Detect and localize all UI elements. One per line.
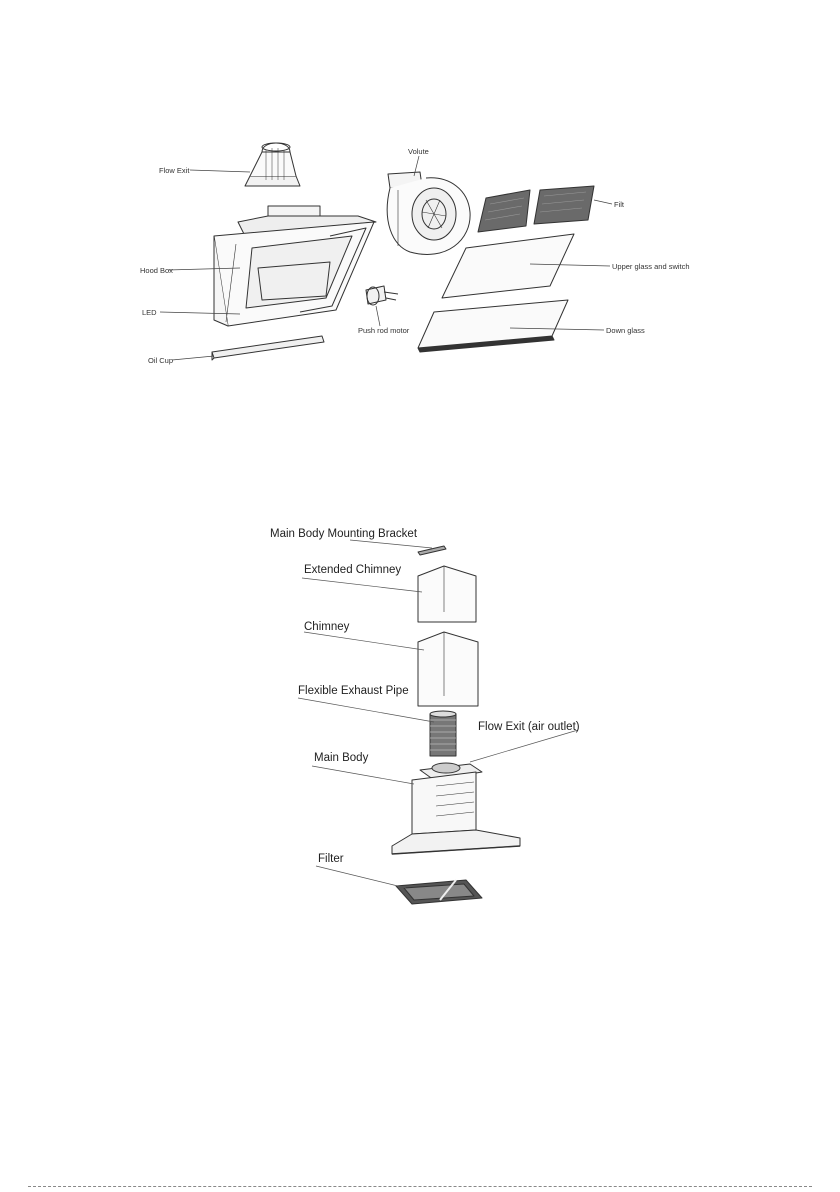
down-glass-part xyxy=(418,300,568,352)
chimney-part xyxy=(418,632,478,706)
label-hood-box: Hood Box xyxy=(140,266,173,275)
flow-exit-part xyxy=(245,143,300,186)
flexible-pipe-part xyxy=(430,711,456,756)
label-oil-cup: Oil Cup xyxy=(148,356,174,365)
label-flow-exit-air-outlet: Flow Exit (air outlet) xyxy=(478,721,580,733)
extended-chimney-part xyxy=(418,566,476,622)
label-filter: Filter xyxy=(318,853,344,865)
label-push-rod-motor: Push rod motor xyxy=(358,326,410,335)
label-extended-chimney: Extended Chimney xyxy=(304,564,402,576)
upper-glass-part xyxy=(442,234,574,298)
push-rod-motor-part xyxy=(366,286,398,305)
label-upper-glass: Upper glass and switch xyxy=(612,262,690,271)
page-bottom-rule xyxy=(28,1186,812,1187)
filt-part xyxy=(478,186,594,232)
hood-box-part xyxy=(214,206,376,326)
volute-part xyxy=(387,172,470,254)
label-main-body: Main Body xyxy=(314,752,369,764)
label-volute: Volute xyxy=(408,147,429,156)
filter-part xyxy=(396,880,482,904)
label-flow-exit: Flow Exit xyxy=(159,166,190,175)
label-flexible-pipe: Flexible Exhaust Pipe xyxy=(298,685,409,697)
label-down-glass: Down glass xyxy=(606,326,645,335)
label-filt: Filt xyxy=(614,200,624,209)
label-mounting-bracket: Main Body Mounting Bracket xyxy=(270,528,418,540)
label-led: LED xyxy=(142,308,157,317)
label-chimney: Chimney xyxy=(304,621,350,633)
main-body-part xyxy=(392,763,520,854)
oil-cup-part xyxy=(212,336,324,360)
